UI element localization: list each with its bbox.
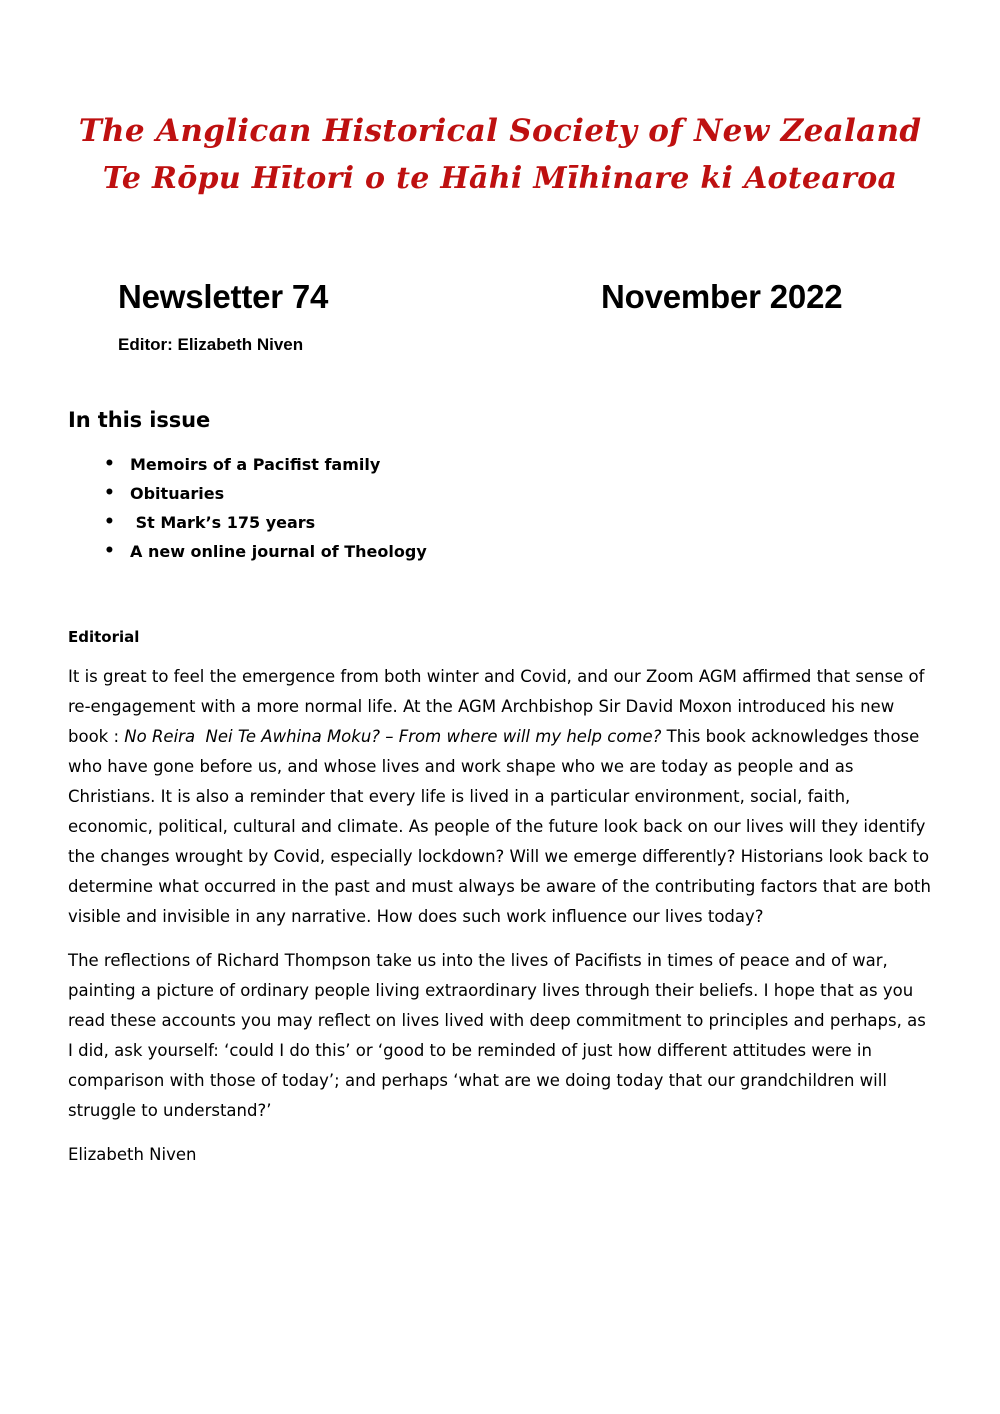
in-this-issue-heading: In this issue [68,408,211,432]
masthead-title-maori: Te Rōpu Hītori o te Hāhi Mīhinare ki Aotearoa [102,161,898,196]
masthead [0,108,1000,202]
newsletter-number: Newsletter 74 [118,278,329,315]
issue-date: November 2022 [601,278,843,315]
masthead-title-english: The Anglican Historical Society of New Zealand [78,113,922,149]
list-item: • A new online journal of Theology [68,537,934,566]
editorial-paragraph-1-part-b: This book acknowledges those who have gone before us, and whose lives and work shape who we are today as people and as Christians. It is also a reminder that every life is lived in a particular environment, social, faith, economic, political, cultural and climate. As people of the future look back on our lives will they identify the changes wrought by Covid, especially lockdown? Will we emerge differently? Historians look back to determine what occurred in the past and must always be aware of the contributing factors that are both visible and invisible in any narrative. How does such work influence our lives today? [68,727,937,926]
editorial-paragraph-1-part-a: It is great to feel the emergence from both winter and Covid, and our Zoom AGM affirmed that sense of re-engagement with a more normal life. At the AGM Archbishop Sir David Moxon introduced his new book : [68,667,930,746]
list-item: • St Mark’s 175 years [68,508,934,537]
list-item: • Memoirs of a Pacifist family [68,450,934,479]
editor-credit: Editor: Elizabeth Niven [118,335,304,354]
document-content [68,406,937,1170]
editorial-paragraph-2: The reflections of Richard Thompson take us into the lives of Pacifists in times of peace and of war, painting a picture of ordinary people living extraordinary lives through their beliefs. I hope that as you read these accounts you may reflect on lives lived with deep commitment to principles and perhaps, as I did, ask yourself: ‘could I do this’ or ‘good to be reminded of just how different attitudes were in comparison with those of today’; and perhaps ‘what are we doing today that our grandchildren will struggle to understand?’ [68,951,932,1120]
editorial-label: Editorial [68,628,140,646]
title-block [0,278,1000,388]
book-title: No Reira Nei Te Awhina Moku? – From where will my help come? [124,727,662,746]
in-this-issue-list [68,450,934,566]
editorial-paragraph-1 [68,662,937,932]
editorial-signoff: Elizabeth Niven [68,1145,197,1164]
list-item: • Obituaries [68,479,934,508]
